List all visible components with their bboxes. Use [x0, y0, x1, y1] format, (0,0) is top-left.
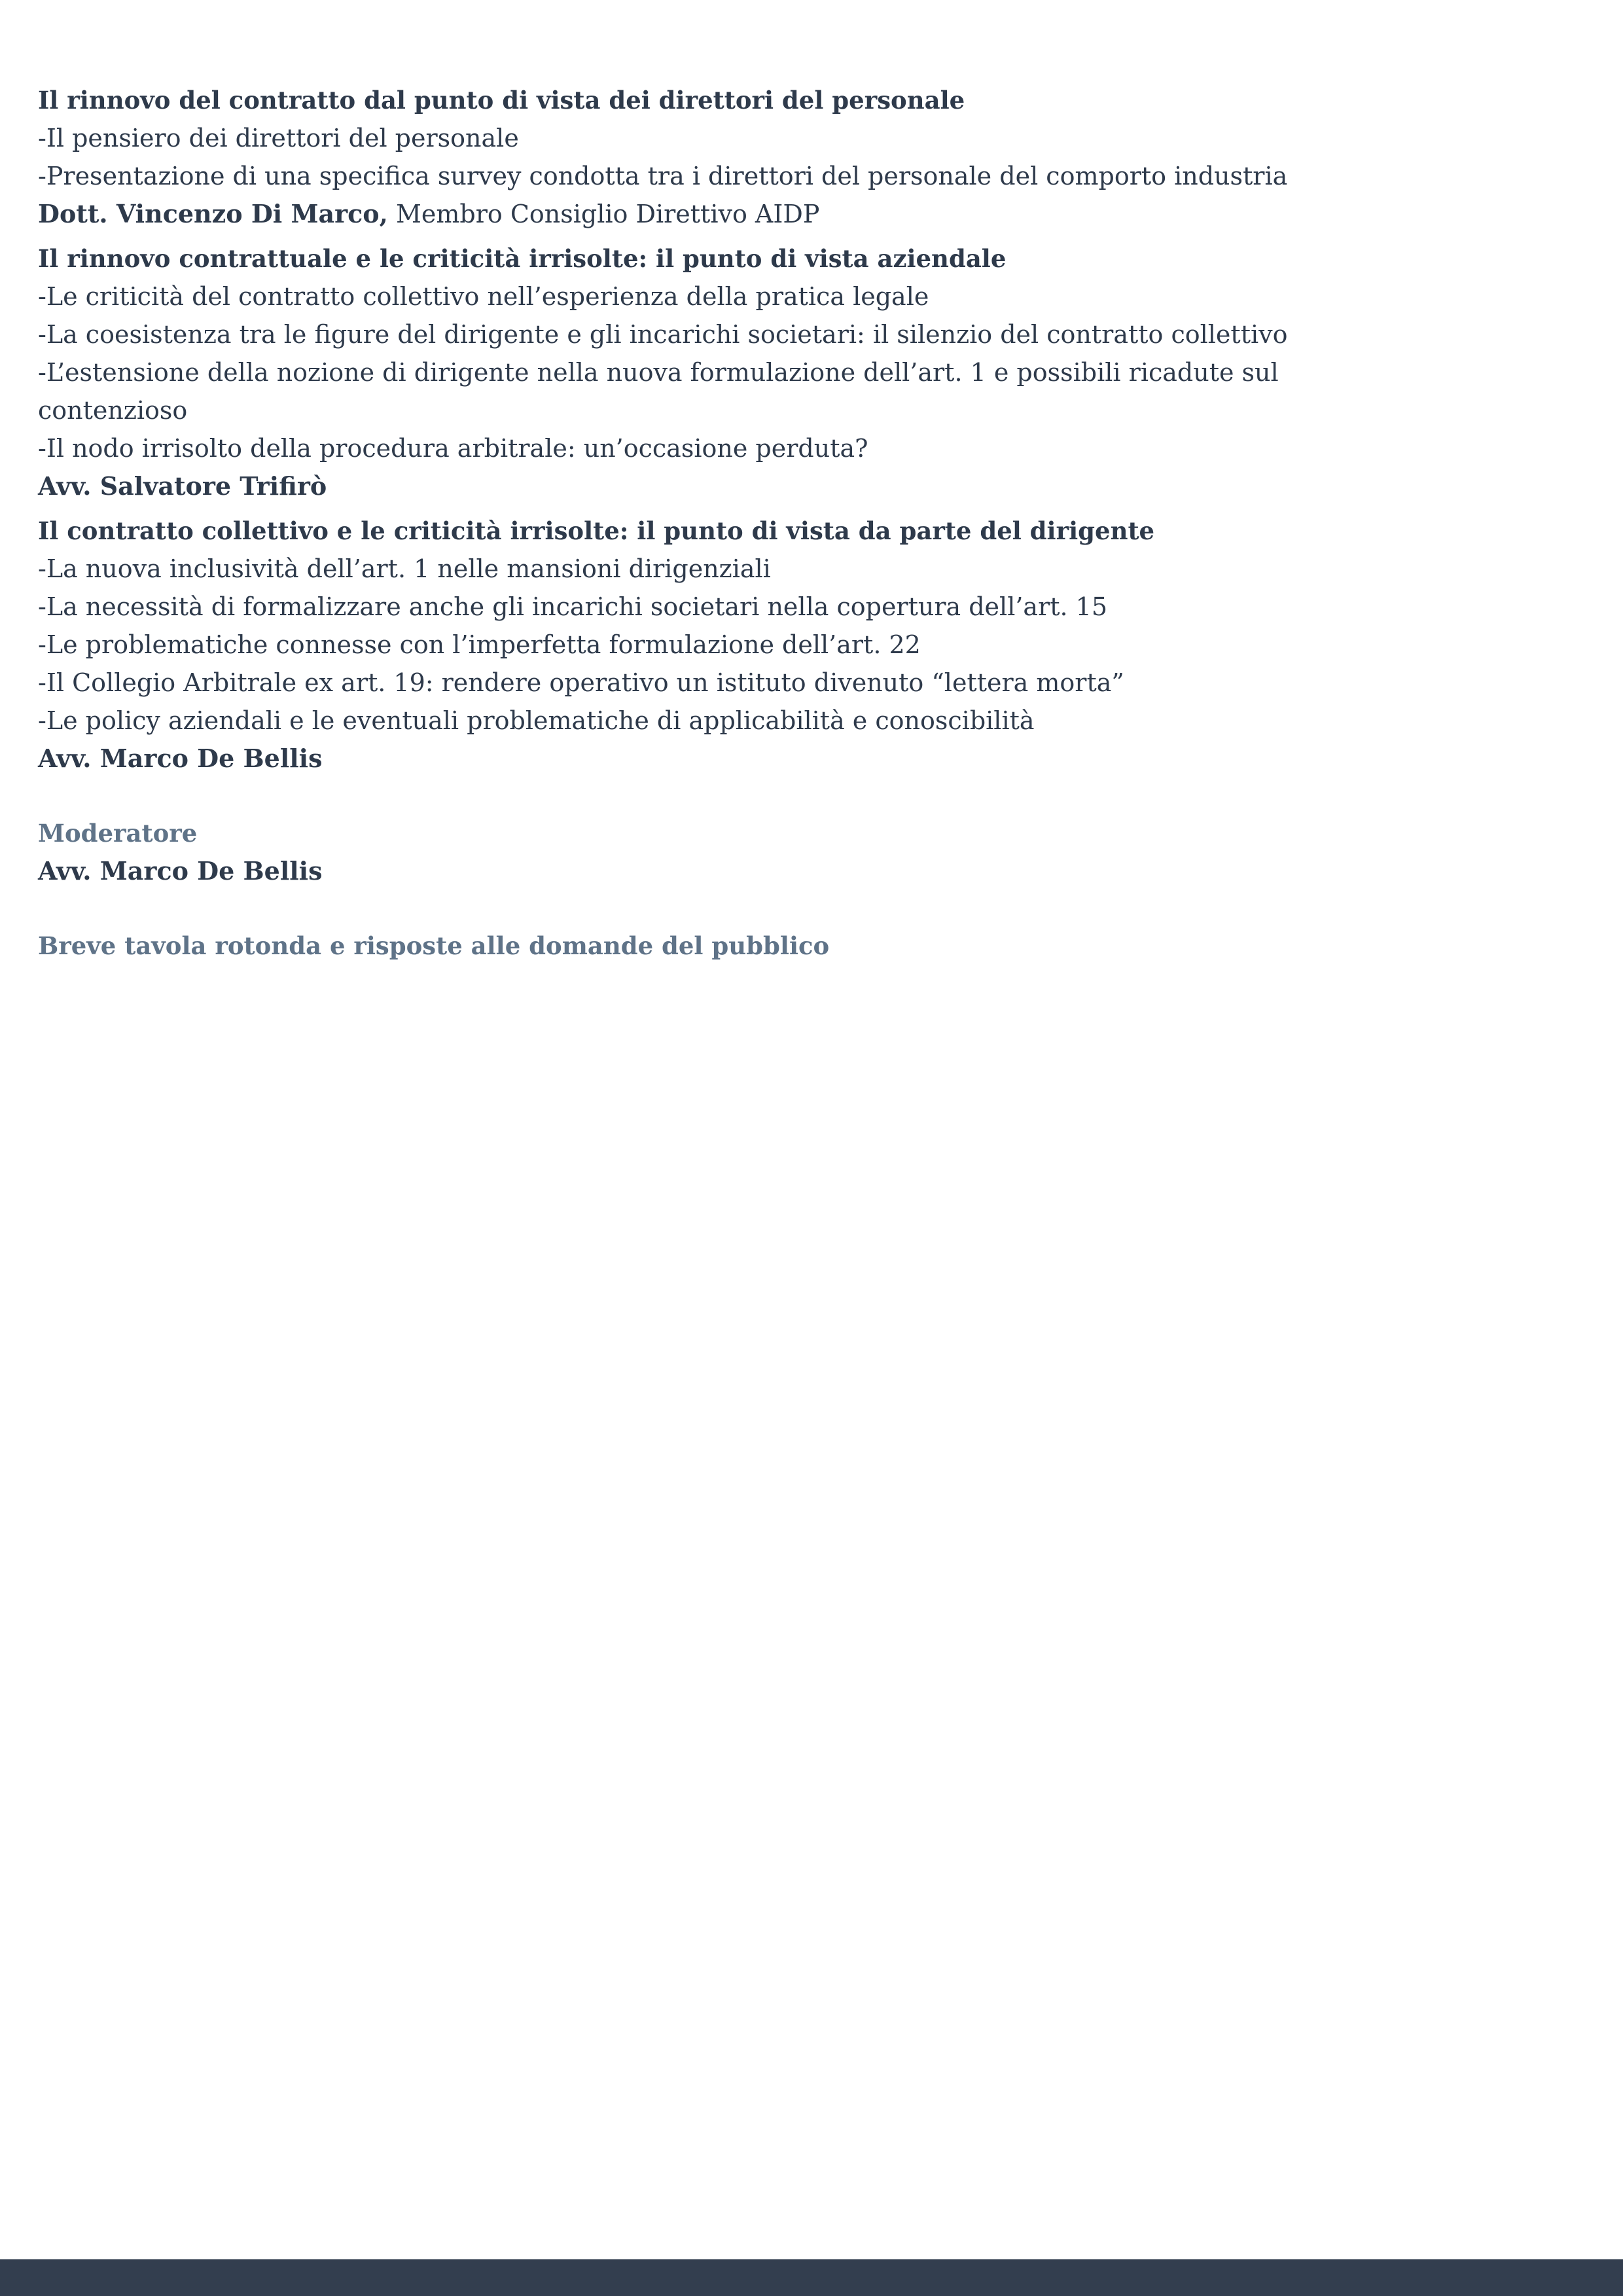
section-item: -La necessità di formalizzare anche gli incarichi societari nella copertura dell’art. 15 — [38, 592, 1108, 621]
moderator-name: Avv. Marco De Bellis — [38, 856, 323, 886]
moderator-block — [38, 814, 1543, 890]
section-title: Il rinnovo contrattuale e le criticità irrisolte: il punto di vista aziendale — [38, 244, 1007, 273]
section-3 — [38, 512, 1543, 778]
section-item: -Le criticità del contratto collettivo nell’esperienza della pratica legale — [38, 282, 929, 311]
speaker-role: Membro Consiglio Direttivo AIDP — [387, 200, 820, 228]
speaker — [38, 467, 1543, 505]
speaker — [38, 195, 1543, 233]
section-item: -Presentazione di una specifica survey condotta tra i direttori del personale del comporto industria — [38, 162, 1288, 190]
speaker — [38, 740, 1543, 778]
speaker-name: Avv. Marco De Bellis — [38, 744, 323, 773]
section-item: -Il nodo irrisolto della procedura arbitrale: un’occasione perduta? — [38, 434, 868, 463]
section-item: -Le policy aziendali e le eventuali problematiche di applicabilità e conoscibilità — [38, 706, 1035, 735]
spacer — [38, 890, 1543, 927]
section-item: contenzioso — [38, 396, 188, 425]
moderator-label: Moderatore — [38, 819, 198, 848]
section-title: Il contratto collettivo e le criticità irrisolte: il punto di vista da parte del dirigente — [38, 516, 1155, 545]
section-item: -L’estensione della nozione di dirigente nella nuova formulazione dell’art. 1 e possibili ricadute sul — [38, 358, 1279, 387]
closing-title: Breve tavola rotonda e risposte alle domande del pubblico — [38, 931, 830, 960]
section-item: -La coesistenza tra le figure del dirigente e gli incarichi societari: il silenzio del contratto collettivo — [38, 320, 1288, 349]
spacer — [38, 778, 1543, 814]
footer-bar — [0, 2259, 1623, 2296]
section-2 — [38, 240, 1543, 505]
section-1 — [38, 81, 1543, 233]
speaker-name: Dott. Vincenzo Di Marco, — [38, 199, 388, 228]
section-item: -La nuova inclusività dell’art. 1 nelle mansioni dirigenziali — [38, 554, 771, 583]
programme-content — [38, 81, 1543, 965]
section-item: -Il Collegio Arbitrale ex art. 19: rendere operativo un istituto divenuto “lettera morta” — [38, 668, 1124, 697]
section-item: -Le problematiche connesse con l’imperfetta formulazione dell’art. 22 — [38, 630, 921, 659]
moderator-name-line — [38, 852, 1543, 890]
section-item: -Il pensiero dei direttori del personale — [38, 124, 519, 152]
speaker-name: Avv. Salvatore Trifirò — [38, 471, 327, 501]
section-title: Il rinnovo del contratto dal punto di vista dei direttori del personale — [38, 86, 965, 115]
